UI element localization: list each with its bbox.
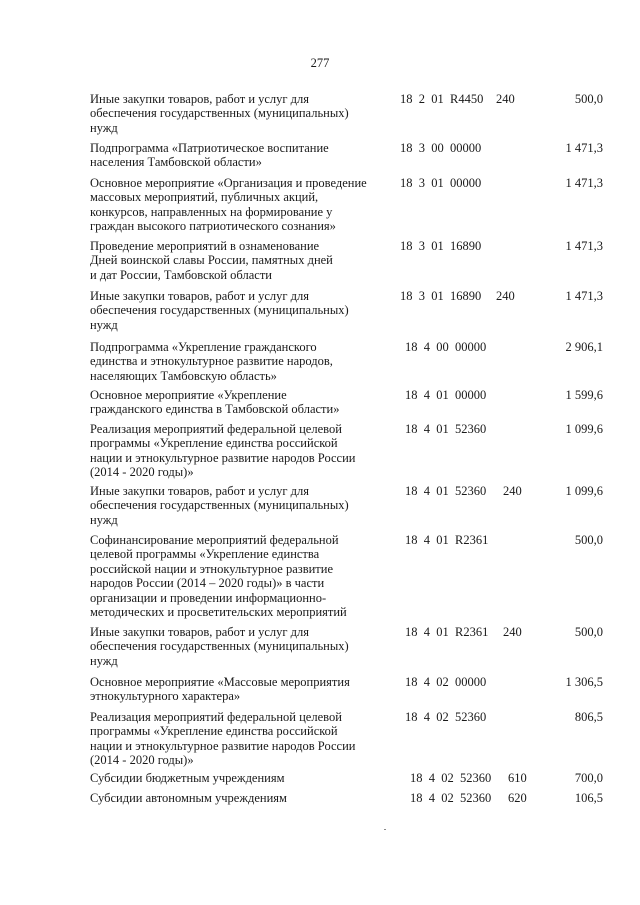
row-name: Подпрограмма «Патриотическое воспитание населения Тамбовской области» bbox=[90, 141, 329, 170]
budget-table bbox=[0, 92, 640, 892]
row-name: Софинансирование мероприятий федеральной целевой программы «Укрепление единства российской нации и этнокультурное развитие народов России (2014 – 2020 годы)» в части организации и проведении информационно- методических и просветительских мероприятий bbox=[90, 533, 347, 620]
row-code: 18 4 01 R2361 bbox=[405, 625, 489, 639]
row-code: 18 3 01 00000 bbox=[400, 176, 482, 190]
row-code: 18 4 01 52360 bbox=[405, 422, 487, 436]
row-name: Подпрограмма «Укрепление гражданского единства и этнокультурное развитие народов, населяющих Тамбовскую область» bbox=[90, 340, 333, 383]
row-code: 18 4 02 52360 bbox=[405, 710, 487, 724]
row-code: 18 2 01 R4450 bbox=[400, 92, 484, 106]
row-amount: 1 599,6 bbox=[565, 388, 603, 402]
row-code: 18 4 02 00000 bbox=[405, 675, 487, 689]
row-code: 18 4 02 52360 bbox=[410, 791, 492, 805]
row-expense-type: 240 bbox=[496, 289, 515, 303]
row-code: 18 3 00 00000 bbox=[400, 141, 482, 155]
row-amount: 500,0 bbox=[574, 92, 603, 106]
row-code: 18 4 01 00000 bbox=[405, 388, 487, 402]
row-amount: 1 471,3 bbox=[565, 289, 603, 303]
row-expense-type: 240 bbox=[503, 625, 522, 639]
row-expense-type: 610 bbox=[508, 771, 527, 785]
row-name: Реализация мероприятий федеральной целевой программы «Укрепление единства российской нации и этнокультурное развитие народов России (2014 - 2020 годы)» bbox=[90, 422, 356, 480]
scan-speck bbox=[384, 829, 386, 830]
row-amount: 1 471,3 bbox=[565, 141, 603, 155]
row-name: Основное мероприятие «Укрепление гражданского единства в Тамбовской области» bbox=[90, 388, 340, 417]
row-name: Иные закупки товаров, работ и услуг для обеспечения государственных (муниципальных) нужд bbox=[90, 92, 349, 135]
row-name: Основное мероприятие «Массовые мероприятия этнокультурного характера» bbox=[90, 675, 350, 704]
row-code: 18 4 00 00000 bbox=[405, 340, 487, 354]
row-amount: 500,0 bbox=[574, 533, 603, 547]
row-expense-type: 240 bbox=[496, 92, 515, 106]
row-amount: 2 906,1 bbox=[565, 340, 603, 354]
row-amount: 700,0 bbox=[574, 771, 603, 785]
row-amount: 1 306,5 bbox=[565, 675, 603, 689]
row-code: 18 3 01 16890 bbox=[400, 289, 482, 303]
row-amount: 1 471,3 bbox=[565, 239, 603, 253]
row-name: Субсидии автономным учреждениям bbox=[90, 791, 287, 805]
row-name: Реализация мероприятий федеральной целевой программы «Укрепление единства российской нации и этнокультурное развитие народов России (2014 - 2020 годы)» bbox=[90, 710, 356, 768]
row-name: Иные закупки товаров, работ и услуг для обеспечения государственных (муниципальных) нужд bbox=[90, 289, 349, 332]
row-name: Иные закупки товаров, работ и услуг для обеспечения государственных (муниципальных) нужд bbox=[90, 484, 349, 527]
row-amount: 500,0 bbox=[574, 625, 603, 639]
row-name: Иные закупки товаров, работ и услуг для обеспечения государственных (муниципальных) нужд bbox=[90, 625, 349, 668]
row-code: 18 4 02 52360 bbox=[410, 771, 492, 785]
row-amount: 1 099,6 bbox=[565, 484, 603, 498]
row-expense-type: 620 bbox=[508, 791, 527, 805]
row-name: Субсидии бюджетным учреждениям bbox=[90, 771, 285, 785]
row-name: Проведение мероприятий в ознаменование Дней воинской славы России, памятных дней и дат России, Тамбовской области bbox=[90, 239, 333, 282]
row-amount: 1 471,3 bbox=[565, 176, 603, 190]
row-name: Основное мероприятие «Организация и проведение массовых мероприятий, публичных акций, конкурсов, направленных на формирование у граждан высокого патриотического сознания» bbox=[90, 176, 367, 234]
row-code: 18 4 01 52360 bbox=[405, 484, 487, 498]
row-code: 18 4 01 R2361 bbox=[405, 533, 489, 547]
row-expense-type: 240 bbox=[503, 484, 522, 498]
row-amount: 106,5 bbox=[574, 791, 603, 805]
row-amount: 806,5 bbox=[574, 710, 603, 724]
row-code: 18 3 01 16890 bbox=[400, 239, 482, 253]
row-amount: 1 099,6 bbox=[565, 422, 603, 436]
page-number: 277 bbox=[310, 56, 330, 70]
